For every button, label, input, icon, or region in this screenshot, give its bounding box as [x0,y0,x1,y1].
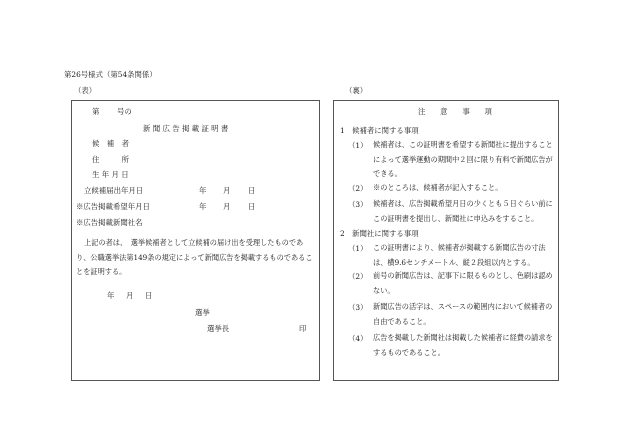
section-1-item-3-number: （3） [348,200,368,209]
section-2-item-1-text: この証明書により、候補者が掲載する新聞広告の寸法は、横9.6センチメートル、縦２段組以内とする。 [373,243,546,267]
newspaper-label: ※広告掲載新聞社名 [76,218,143,227]
section-1-item-3-text: 候補者は、広告掲載希望月日の少くとも５日ぐらい前にこの証明書を提出し、新聞社に申込みをすること。 [373,199,553,223]
number-suffix: 号の [117,107,132,116]
candidate-label: 候 補 者 [92,139,129,148]
certificate-title: 新 聞 広 告 掲 載 証 明 書 [143,124,229,133]
notes-title: 注 意 事 項 [418,107,492,116]
election-label: 選挙 [195,308,210,317]
section-2-item-2-number: （2） [348,272,368,281]
back-label: （裏） [345,86,368,95]
desired-year: 年 [199,202,207,211]
section-2-item-4-number: （4） [348,334,368,343]
section-2-item-3-number: （3） [348,303,368,312]
filing-month: 月 [223,186,231,195]
form-title: 第26号様式（第54条関係） [64,70,157,79]
section-1-heading: 1 候補者に関する事項 [340,126,419,135]
filing-year: 年 [199,186,207,195]
section-2-item-3-text: 新聞広告の活字は、スペースの範囲内において候補者の自由であること。 [373,302,553,326]
issue-day: 日 [145,291,153,300]
address-label: 住 所 [92,155,129,164]
section-2-item-2-text: 前号の新聞広告は、記事下に限るものとし、色刷は認めない。 [373,271,553,295]
section-2-heading: 2 新聞社に関する事項 [340,229,419,238]
section-1-item-2-number: （2） [348,184,368,193]
birth-date-label: 生 年 月 日 [92,170,129,179]
election-chief-label: 選挙長 [207,324,230,333]
section-1-item-1-number: （1） [348,141,368,150]
desired-day: 日 [248,202,256,211]
section-1-item-1-text: 候補者は、この証明書を希望する新聞社に提出することによって選挙運動の期間中２回に限り有料で新聞広告ができる。 [373,140,553,178]
front-label: （表） [74,86,97,95]
number-prefix: 第 [92,107,100,116]
filing-day: 日 [248,186,256,195]
seal-mark: 印 [299,324,307,333]
issue-month: 月 [126,291,134,300]
section-2-item-1-number: （1） [348,244,368,253]
section-2-item-4-text: 広告を掲載した新聞社は掲載した候補者に経費の請求をするものであること。 [373,333,553,357]
desired-month: 月 [223,202,231,211]
section-1-item-2-text: ※のところは、候補者が記入すること。 [373,183,503,192]
certification-body: 上記の者は、 選挙候補者として立候補の届け出を受理したものであり、公職選挙法第149条の規定によって新聞広告を掲載するものであることを証明する。 [76,238,313,276]
issue-year: 年 [107,291,115,300]
desired-date-label: ※広告掲載希望年月日 [76,202,150,211]
filing-date-label: 立候補届出年月日 [84,186,144,195]
